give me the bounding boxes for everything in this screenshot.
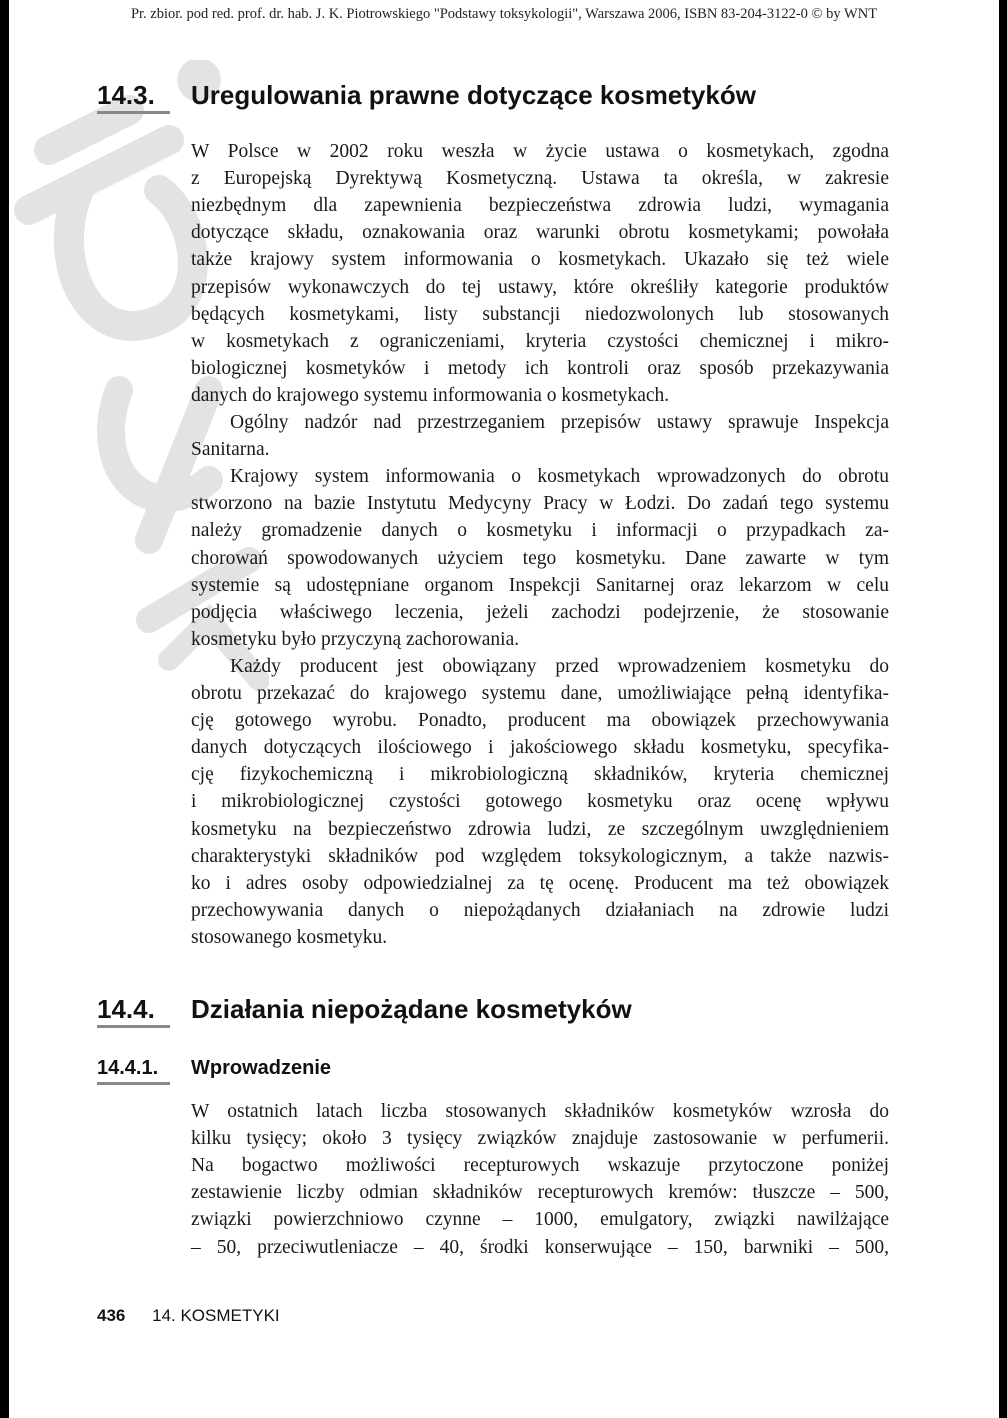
running-header: Pr. zbior. pod red. prof. dr. hab. J. K. Piotrowskiego "Podstawy toksykologii", Warszawa 2006, ISBN 83-204-3122-0 © by WNT	[130, 6, 878, 22]
paragraph-line: przechowywania danych o niepożądanych działaniach na zdrowie ludzi	[191, 899, 889, 921]
page-footer	[97, 1306, 280, 1326]
watermark-b-bowl	[69, 190, 193, 326]
heading-underline	[97, 111, 170, 114]
paragraph-line: stworzono na bazie Instytutu Medycyny Pracy w Łodzi. Do zadań tego systemu	[191, 493, 889, 515]
section-number: 14.4.1.	[97, 1057, 159, 1079]
paragraph-line: kosmetyku na bezpieczeństwo zdrowia ludzi, ze szczególnym uwzględnieniem	[191, 818, 889, 840]
paragraph-line: W Polsce w 2002 roku weszła w życie ustawa o kosmetykach, zgodna	[191, 141, 889, 162]
paragraph-line: Na bogactwo możliwości recepturowych wskazuje przytoczone poniżej	[191, 1155, 889, 1177]
document-page	[9, 0, 999, 1418]
paragraph-line: z Europejską Dyrektywą Kosmetyczną. Ustawa ta określa, w zakresie	[191, 168, 889, 190]
paragraph-line: danych dotyczących ilościowego i jakościowego składu kosmetyku, specyfika-	[191, 737, 889, 759]
paragraph-line: Krajowy system informowania o kosmetykach wprowadzonych do obrotu	[230, 466, 889, 488]
paragraph-line: danych do krajowego systemu informowania o kosmetykach.	[191, 384, 670, 406]
paragraph-line: i mikrobiologicznej czystości gotowego kosmetyku oraz ocenę wpływu	[191, 791, 889, 813]
paragraph-line: dotyczące składu, oznakowania oraz warunki obrotu kosmetykami; powołała	[191, 222, 889, 244]
paragraph-line: kilku tysięcy; około 3 tysięcy związków znajduje zastosowanie w perfumerii.	[191, 1128, 889, 1150]
paragraph-line: także krajowy system informowania o kosmetykach. Ukazało się też wiele	[191, 249, 889, 271]
paragraph-line: związki powierzchniowo czynne – 1000, emulgatory, związki nawilżające	[191, 1209, 889, 1231]
page-number: 436	[97, 1306, 126, 1325]
section-number: 14.3.	[97, 80, 155, 110]
paragraph-line: w kosmetykach z ograniczeniami, kryteria czystości chemicznej i mikro-	[191, 330, 889, 352]
paragraph-line: niezbędnym dla zapewnienia bezpieczeństwa zdrowia ludzi, wymagania	[191, 195, 889, 217]
paragraph-line: będących kosmetykami, listy substancji niedozwolonych lub stosowanych	[191, 303, 889, 325]
paragraph-line: – 50, przeciwutleniacze – 40, środki konserwujące – 150, barwniki – 500,	[191, 1236, 889, 1258]
section-title: Uregulowania prawne dotyczące kosmetyków	[191, 80, 756, 110]
paragraph-line: Sanitarna.	[191, 439, 270, 461]
paragraph-line: chorowań spowodowanych użyciem tego kosmetyku. Dane zawarte w tym	[191, 547, 889, 569]
paragraph-line: ko i adres osoby odpowiedzialnej za tę ocenę. Producent ma też obowiązek	[191, 872, 889, 894]
section-title: Wprowadzenie	[191, 1057, 332, 1079]
paragraph-line: zestawienie liczby odmian składników recepturowych kremów: tłuszcze – 500,	[191, 1182, 889, 1204]
paragraph-line: charakterystyki składników pod względem toksykologicznym, a także nazwis-	[191, 845, 889, 867]
paragraph-line: W ostatnich latach liczba stosowanych składników kosmetyków wzrosła do	[191, 1101, 889, 1122]
heading-underline	[97, 1082, 170, 1085]
paragraph-line: cję gotowego wyrobu. Ponadto, producent ma obowiązek przechowywania	[191, 710, 889, 732]
section-title: Działania niepożądane kosmetyków	[191, 994, 632, 1024]
watermark-i-stem	[49, 110, 129, 150]
paragraph-line: obrotu przekazać do krajowego systemu dane, umożliwiające pełną identyfika-	[191, 683, 889, 704]
paragraph-line: należy gromadzenie danych o kosmetyku i informacji o przypadkach za-	[191, 520, 889, 542]
paragraph-line: podjęcia właściwego leczenia, jeżeli zachodzi podejrzenie, że stosowanie	[191, 601, 889, 623]
paragraph-line: cję fizykochemiczną i mikrobiologiczną składników, kryteria chemicznej	[191, 764, 889, 786]
chapter-label: 14. KOSMETYKI	[152, 1306, 280, 1325]
paragraph-line: systemie są udostępniane organom Inspekcji Sanitarnej oraz lekarzom w celu	[191, 574, 889, 596]
paragraph-line: przepisów wykonawczych do tej ustawy, które określiły kategorie produktów	[191, 276, 889, 298]
paragraph-line: kosmetyku było przyczyną zachorowania.	[191, 628, 520, 650]
paragraph-line: stosowanego kosmetyku.	[191, 926, 388, 948]
paragraph-line: biologicznej kosmetyków i metody ich kontroli oraz sposób przekazywania	[191, 357, 889, 379]
paragraph-line: Każdy producent jest obowiązany przed wprowadzeniem kosmetyku do	[230, 655, 889, 677]
heading-underline	[97, 1025, 170, 1028]
section-number: 14.4.	[97, 994, 155, 1024]
paragraph-line: Ogólny nadzór nad przestrzeganiem przepisów ustawy sprawuje Inspekcja	[230, 412, 889, 433]
